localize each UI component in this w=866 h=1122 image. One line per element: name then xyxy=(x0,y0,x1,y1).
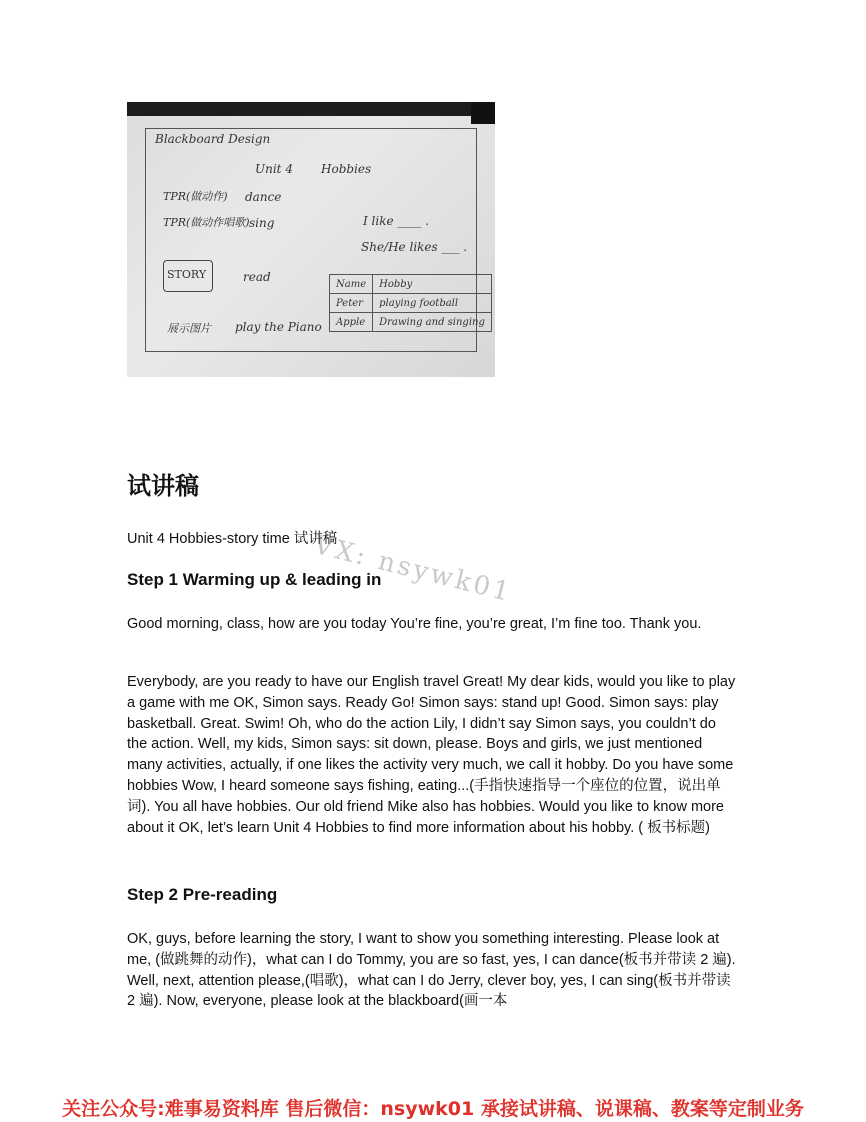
board-unit: Unit 4 xyxy=(255,162,293,176)
board-pattern1: I like ____ . xyxy=(363,214,430,228)
blackboard-design-photo xyxy=(127,102,495,377)
table-header-cell: Name xyxy=(330,275,373,294)
board-tpr2: TPR(做动作唱歌) xyxy=(163,216,250,229)
board-show-pic: 展示图片 xyxy=(167,322,211,335)
board-topic: Hobbies xyxy=(321,162,372,176)
table-cell: playing football xyxy=(373,294,492,313)
board-story: STORY xyxy=(167,268,207,281)
table-cell: Drawing and singing xyxy=(373,313,492,332)
hobby-table xyxy=(329,274,492,332)
photo-tape-corner xyxy=(471,102,495,124)
board-pattern2: She/He likes ___ . xyxy=(361,240,468,254)
board-tpr1: TPR(做动作) xyxy=(163,190,228,203)
step1-paragraph-1: Good morning, class, how are you today You’re fine, you’re great, I’m fine too. Thank you. xyxy=(127,616,702,632)
board-verb2: sing xyxy=(249,216,275,230)
table-header-cell: Hobby xyxy=(373,275,492,294)
table-row xyxy=(330,294,492,313)
page-title: 试讲稿 xyxy=(127,472,199,500)
document-subtitle: Unit 4 Hobbies-story time 试讲稿 xyxy=(127,531,338,547)
table-row xyxy=(330,313,492,332)
board-heading: Blackboard Design xyxy=(155,132,271,146)
watermark: VX: nsywk01 xyxy=(310,530,516,609)
photo-tape xyxy=(127,102,495,116)
board-verb1: dance xyxy=(245,190,282,204)
table-row xyxy=(330,275,492,294)
step1-paragraph-2: Everybody, are you ready to have our English travel Great! My dear kids, would you like to play a game with me OK, Simon says. Ready Go! Simon says: stand up! Good. Simon says: play basketball. Great. Swim! Oh, who do the action Lily, I didn’t say Simon says, you couldn’t do the action. Well, my kids, Simon says: sit down, please. Boys and girls, we just mentioned many activities, actually, if one likes the activity very much, we call it hobby. Do you have some hobbies Wow, I heard someone says fishing, eating...(手指快速指导一个座位的位置，说出单词). You all have hobbies. Our old friend Mike also has hobbies. Would you like to know more about it OK, let’s learn Unit 4 Hobbies to find more information about his hobby. ( 板书标题) xyxy=(127,674,736,836)
step2-paragraph-1: OK, guys, before learning the story, I want to show you something interesting. Please look at me, (做跳舞的动作)，what can I do Tommy, you are so fast, yes, I can dance(板书并带读 2 遍). Well, next, attention please,(唱歌)，what can I do Jerry, clever boy, yes, I can sing(板书并带读 2 遍). Now, everyone, please look at the blackboard(画一本 xyxy=(127,931,736,1010)
step2-heading: Step 2 Pre-reading xyxy=(127,885,278,904)
board-verb3: read xyxy=(243,270,271,284)
footer-banner: 关注公众号:难事易资料库 售后微信：nsywk01 承接试讲稿、说课稿、教案等定制业务 xyxy=(62,1098,804,1120)
step1-heading: Step 1 Warming up & leading in xyxy=(127,570,382,589)
table-cell: Apple xyxy=(330,313,373,332)
board-verb4: play the Piano xyxy=(235,320,322,334)
table-cell: Peter xyxy=(330,294,373,313)
